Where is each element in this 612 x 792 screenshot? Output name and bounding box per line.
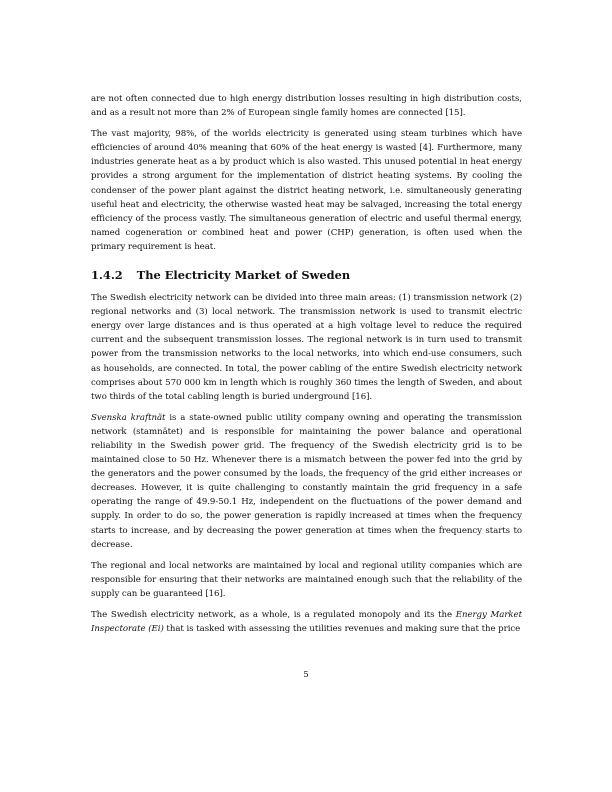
- paragraph-svenska-kraftnat: [91, 411, 522, 552]
- paragraph-district-heating-losses: are not often connected due to high energy distribution losses resulting in high distribution costs, and as a result not more than 2% of European single family homes are connected [15].: [91, 94, 522, 119]
- paragraph-regional-networks: The regional and local networks are maintained by local and regional utility companies which are responsible for ensuring that their networks are maintained enough such that the reliability of the supply can be guaranteed [16].: [91, 560, 522, 599]
- page-body: [91, 92, 522, 643]
- monopoly-rest: that is tasked with assessing the utilities revenues and making sure that the price: [163, 624, 521, 635]
- section-heading: [91, 268, 522, 282]
- page-number: 5: [303, 670, 309, 680]
- section-number: 1.4.2: [91, 268, 123, 283]
- svenska-kraftnat-italic: Svenska kraftnät: [91, 412, 166, 423]
- paragraph-regulated-monopoly: [91, 608, 522, 636]
- paragraph-steam-turbines: The vast majority, 98%, of the worlds electricity is generated using steam turbines which have efficiencies of around 40% meaning that 60% of the heat energy is wasted [4]. Furthermore, many industries generate heat as a by product which is also wasted. This unused potential in heat energy provides a strong argument for the implementation of district heating systems. By cooling the condenser of the power plant against the district heating network, i.e. simultaneously generating useful heat and electricity, the otherwise wasted heat may be salvaged, increasing the total energy efficiency of the process vastly. The simultaneous generation of electric and useful thermal energy, named cogeneration or combined heat and power (CHP) generation, is often used when the primary requirement is heat.: [91, 129, 522, 252]
- paragraph-network-areas: The Swedish electricity network can be divided into three main areas: (1) transmission network (2) regional networks and (3) local network. The transmission network is used to transmit electric energy over large distances and is thus operated at a high voltage level to reduce the required current and the subsequent transmission losses. The regional network is in turn used to transmit power from the transmission networks to the local networks, into which end-use consumers, such as households, are connected. In total, the power cabling of the entire Swedish electricity network comprises about 570 000 km in length which is roughly 360 times the length of Sweden, and about two thirds of the total cabling length is buried underground [16].: [91, 293, 522, 402]
- svenska-kraftnat-text: is a state-owned public utility company owning and operating the transmission network (stamnätet) and is responsible for maintaining the power balance and operational reliability in the Swedish power grid. The frequency of the Swedish electricity grid is to be maintained close to 50 Hz. Whenever there is a mismatch between the power fed into the grid by the generators and the power consumed by the loads, the frequency of the grid either increases or decreases. However, it is quite challenging to constantly maintain the grid frequency in a safe operating the range of 49.9-50.1 Hz, independent on the fluctuations of the power demand and supply. In order to do so, the power generation is rapidly increased at times when the frequency starts to increase, and by decreasing the power generation at times when the frequency starts to decrease.: [91, 412, 522, 550]
- section-title: The Electricity Market of Sweden: [136, 268, 351, 283]
- monopoly-lead: The Swedish electricity network, as a whole, is a regulated monopoly and its the: [91, 610, 456, 620]
- energy-market-inspectorate-italic: Energy Market Inspectorate (Ei): [91, 610, 522, 635]
